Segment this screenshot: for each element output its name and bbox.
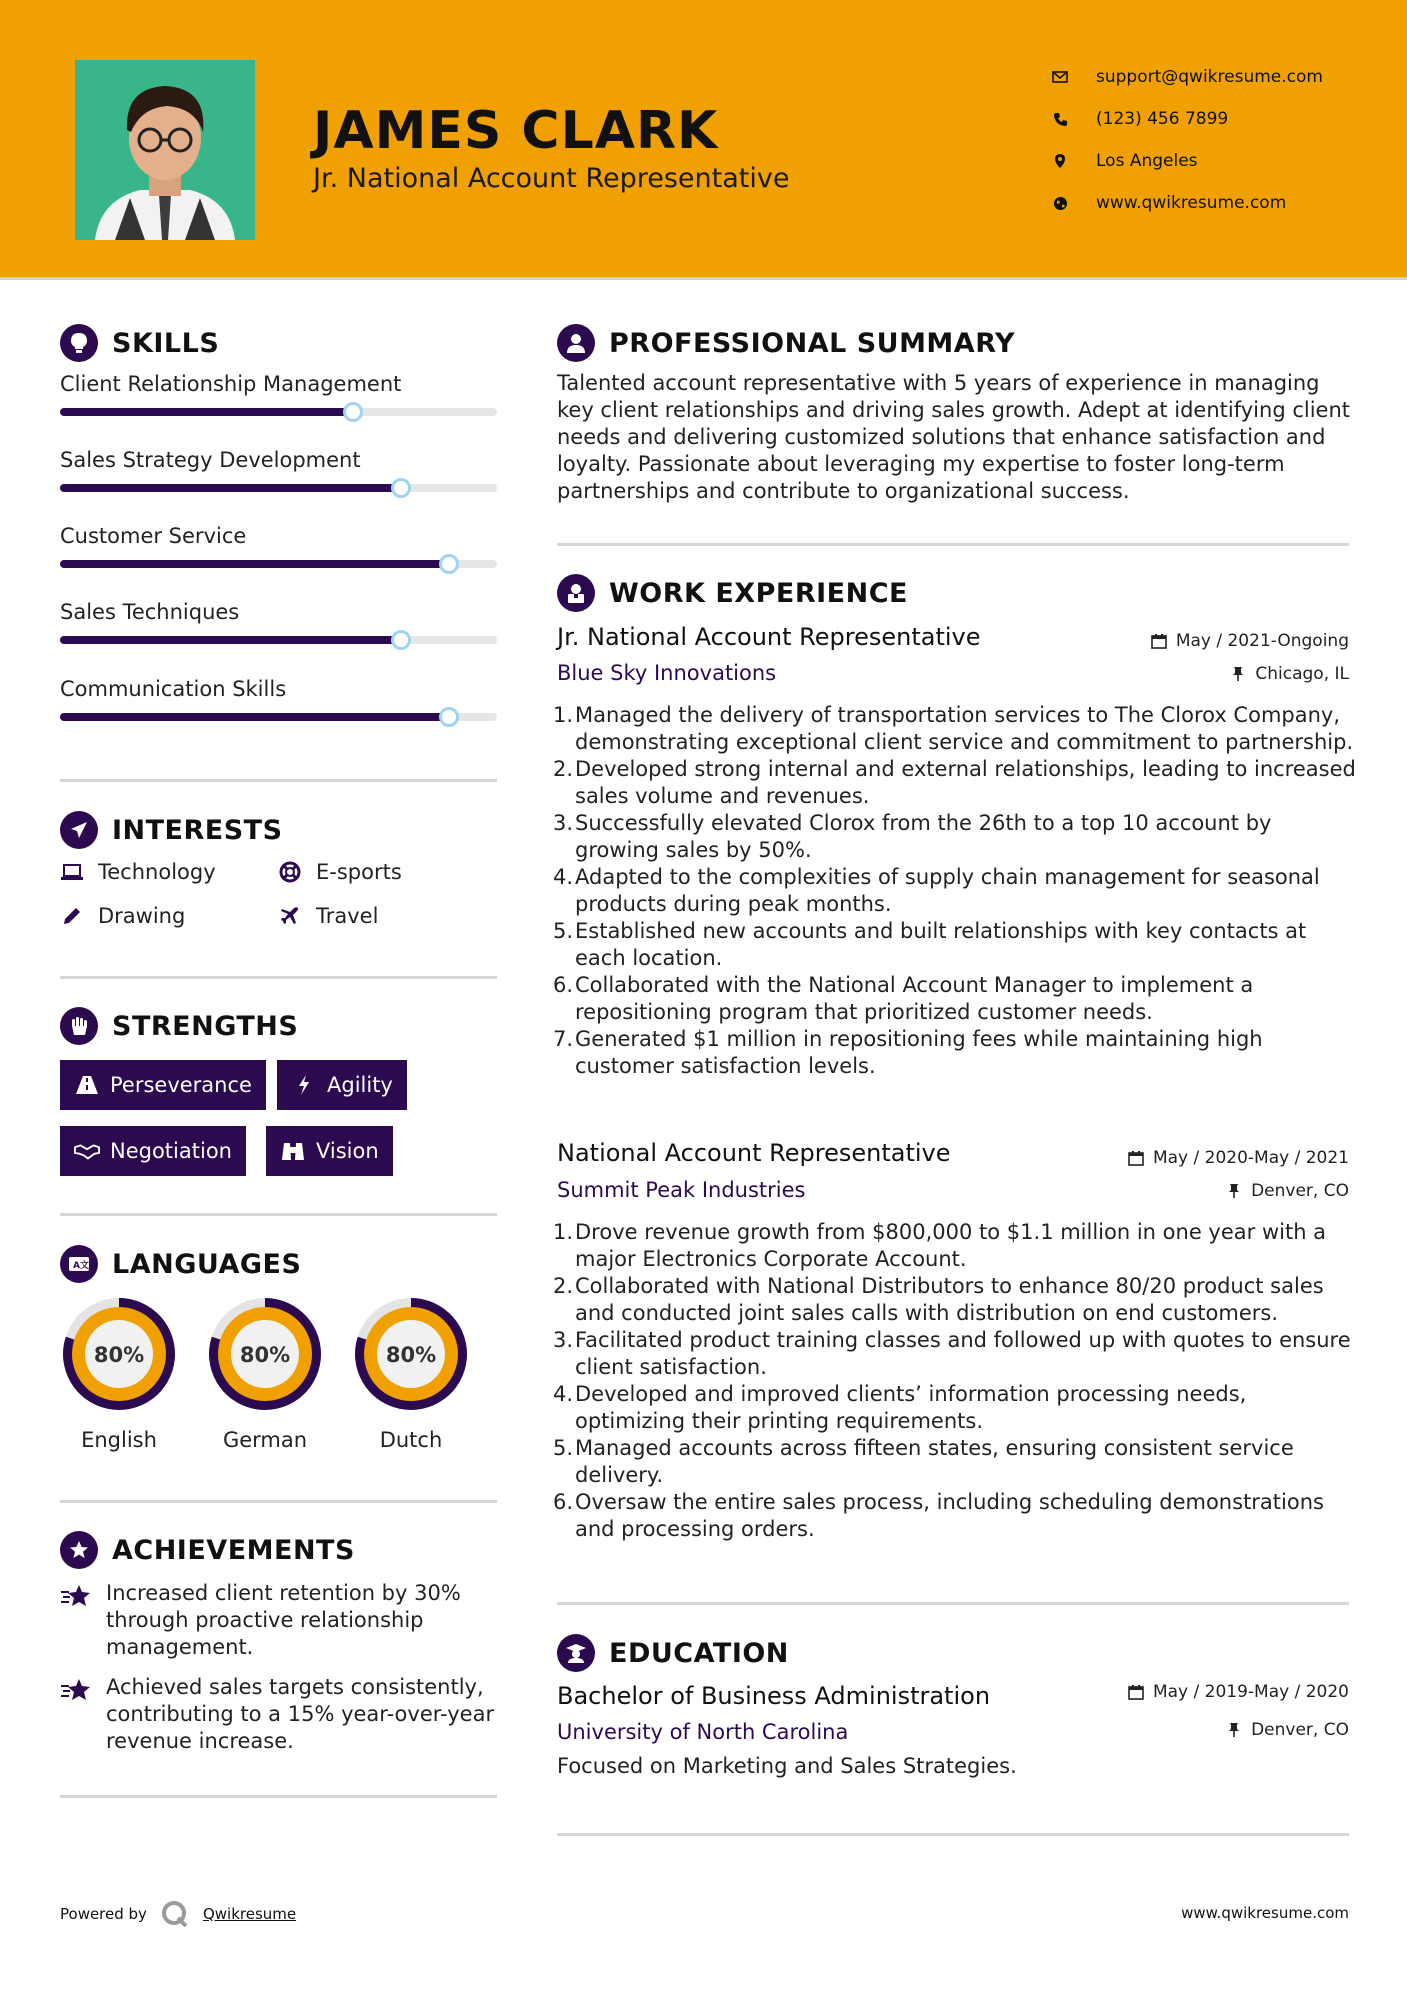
- duty-item: Developed and improved clients’ information processing needs, optimizing their printing requirements.: [575, 1382, 1247, 1433]
- job-title: Jr. National Account Representative: [557, 623, 981, 651]
- map-pin-icon: [1050, 151, 1070, 171]
- skill-bar: [60, 560, 497, 568]
- skill-label: Client Relationship Management: [60, 372, 402, 396]
- svg-text:80%: 80%: [239, 1343, 291, 1367]
- contact-location-text: Los Angeles: [1096, 151, 1198, 171]
- contact-website-text: www.qwikresume.com: [1096, 193, 1287, 213]
- skill-label: Customer Service: [60, 524, 247, 548]
- language-label: English: [81, 1428, 157, 1452]
- interest-item: Drawing: [60, 904, 185, 928]
- language-ring: [57, 1292, 181, 1416]
- duty-item: Collaborated with the National Account Manager to implement a repositioning program that prioritized customer needs.: [575, 973, 1254, 1024]
- contact-phone[interactable]: [1050, 98, 1380, 140]
- calendar-icon: [1127, 1683, 1145, 1701]
- qwikresume-link[interactable]: Qwikresume: [202, 1905, 297, 1923]
- footer-website[interactable]: www.qwikresume.com: [1181, 1904, 1349, 1922]
- language-item: [203, 1292, 327, 1452]
- candidate-title: Jr. National Account Representative: [313, 163, 790, 194]
- skill-bar: [60, 408, 497, 416]
- skill-bar: [60, 713, 497, 721]
- contact-email-text: support@qwikresume.com: [1096, 67, 1323, 87]
- job-duties: [557, 1219, 1357, 1543]
- duty-item: Successfully elevated Clorox from the 26th to a top 10 account by growing sales by 50%.: [575, 811, 1272, 862]
- pushpin-icon: [1225, 1182, 1243, 1200]
- skill-item: [60, 448, 497, 472]
- duty-item: Facilitated product training classes and followed up with quotes to ensure client satisfaction.: [575, 1328, 1351, 1379]
- job-title: National Account Representative: [557, 1139, 951, 1167]
- fist-icon: [60, 1007, 98, 1045]
- divider: [60, 779, 497, 782]
- skill-label: Sales Techniques: [60, 600, 240, 624]
- phone-icon: [1050, 109, 1070, 129]
- skill-item: [60, 524, 497, 548]
- interest-item: E-sports: [278, 860, 402, 884]
- strength-tag: Vision: [266, 1126, 393, 1176]
- divider: [557, 1833, 1349, 1836]
- language-item: [57, 1292, 181, 1452]
- user-icon: [557, 324, 595, 362]
- qwikresume-logo-icon: [161, 1900, 189, 1928]
- star-badge-icon: [60, 1531, 98, 1569]
- duty-item: Managed the delivery of transportation services to The Clorox Company, demonstrating exceptional client service and commitment to partnership.: [575, 703, 1354, 754]
- interest-item: Technology: [60, 860, 216, 884]
- skill-bar: [60, 636, 497, 644]
- language-icon: [60, 1245, 98, 1283]
- skill-label: Communication Skills: [60, 677, 287, 701]
- achievement-item: Increased client retention by 30% through proactive relationship management.: [60, 1580, 497, 1661]
- language-label: Dutch: [379, 1428, 443, 1452]
- education-heading: EDUCATION: [557, 1634, 789, 1672]
- skill-label: Sales Strategy Development: [60, 448, 361, 472]
- achievements-heading: ACHIEVEMENTS: [60, 1531, 355, 1569]
- profile-photo: [75, 60, 255, 240]
- strength-tag: Perseverance: [60, 1060, 266, 1110]
- briefcase-user-icon: [557, 574, 595, 612]
- job-location: Denver, CO: [1225, 1181, 1349, 1201]
- bolt-icon: [291, 1074, 317, 1096]
- skill-item: [60, 372, 497, 396]
- education-school: University of North Carolina: [557, 1720, 849, 1744]
- candidate-name: JAMES CLARK: [313, 101, 719, 161]
- divider: [60, 1213, 497, 1216]
- paper-plane-icon: [60, 811, 98, 849]
- divider: [557, 543, 1349, 546]
- education-degree: Bachelor of Business Administration: [557, 1682, 991, 1710]
- pushpin-icon: [1229, 665, 1247, 683]
- skills-heading: SKILLS: [60, 324, 219, 362]
- skill-bar: [60, 484, 497, 492]
- star-icon: [60, 1580, 94, 1661]
- job-company: Blue Sky Innovations: [557, 661, 777, 685]
- language-item: [349, 1292, 473, 1452]
- strength-tag: Negotiation: [60, 1126, 246, 1176]
- divider: [60, 1795, 497, 1798]
- job-dates: May / 2020-May / 2021: [1127, 1148, 1349, 1168]
- summary-text: Talented account representative with 5 years of experience in managing key client relationships and driving sales growth. Adept at identifying client needs and delivering customized solutions that enhance satisfaction and loyalty. Passionate about leveraging my expertise to foster long-term partnerships and contribute to organizational success.: [557, 371, 1351, 503]
- footer-branding: [60, 1900, 296, 1928]
- duty-item: Drove revenue growth from $800,000 to $1.1 million in one year with a major Electronics Corporate Account.: [575, 1220, 1327, 1271]
- interest-item: Travel: [278, 904, 378, 928]
- divider: [60, 976, 497, 979]
- duty-item: Developed strong internal and external relationships, leading to increased sales volume and revenues.: [575, 757, 1356, 808]
- skill-item: [60, 600, 497, 624]
- duty-item: Managed accounts across fifteen states, ensuring consistent service delivery.: [575, 1436, 1294, 1487]
- skill-item: [60, 677, 497, 701]
- education-location: Denver, CO: [1225, 1720, 1349, 1740]
- laptop-icon: [60, 861, 84, 883]
- contact-location: [1050, 140, 1380, 182]
- duty-item: Generated $1 million in repositioning fees while maintaining high customer satisfaction levels.: [575, 1027, 1263, 1078]
- job-dates: May / 2021-Ongoing: [1150, 631, 1349, 651]
- svg-text:80%: 80%: [385, 1343, 437, 1367]
- handshake-icon: [74, 1140, 100, 1162]
- contact-phone-text: (123) 456 7899: [1096, 109, 1229, 129]
- divider: [557, 1602, 1349, 1605]
- powered-by-label: Powered by: [60, 1905, 147, 1923]
- job-location: Chicago, IL: [1229, 664, 1349, 684]
- pushpin-icon: [1225, 1721, 1243, 1739]
- language-ring: [349, 1292, 473, 1416]
- education-dates: May / 2019-May / 2020: [1127, 1682, 1349, 1702]
- contact-website[interactable]: [1050, 182, 1380, 224]
- duty-item: Collaborated with National Distributors to enhance 80/20 product sales and conducted joint sales calls with distribution on end customers.: [575, 1274, 1324, 1325]
- header-divider: [0, 277, 1407, 280]
- duty-item: Established new accounts and built relationships with key contacts at each location.: [575, 919, 1307, 970]
- duty-item: Oversaw the entire sales process, including scheduling demonstrations and processing orders.: [575, 1490, 1324, 1541]
- globe-icon: [1050, 193, 1070, 213]
- graduate-icon: [557, 1634, 595, 1672]
- plane-icon: [278, 905, 302, 927]
- education-description: Focused on Marketing and Sales Strategies.: [557, 1754, 1017, 1778]
- language-label: German: [222, 1428, 308, 1452]
- experience-heading: WORK EXPERIENCE: [557, 574, 908, 612]
- calendar-icon: [1150, 632, 1168, 650]
- binoculars-icon: [280, 1140, 306, 1162]
- job-company: Summit Peak Industries: [557, 1178, 806, 1202]
- language-ring: [203, 1292, 327, 1416]
- contact-email[interactable]: [1050, 56, 1380, 98]
- summary-heading: PROFESSIONAL SUMMARY: [557, 324, 1015, 362]
- strength-tag: Agility: [277, 1060, 407, 1110]
- road-icon: [74, 1074, 100, 1096]
- achievement-item: Achieved sales targets consistently, contributing to a 15% year-over-year revenue increase.: [60, 1674, 497, 1755]
- svg-text:80%: 80%: [93, 1343, 145, 1367]
- pencil-icon: [60, 905, 84, 927]
- contact-list: [1050, 56, 1380, 224]
- duty-item: Adapted to the complexities of supply chain management for seasonal products during peak months.: [575, 865, 1320, 916]
- job-duties: [557, 702, 1357, 1080]
- interests-heading: INTERESTS: [60, 811, 283, 849]
- lightbulb-icon: [60, 324, 98, 362]
- star-icon: [60, 1674, 94, 1755]
- svg-text:A文: A文: [73, 1261, 89, 1271]
- envelope-icon: [1050, 67, 1070, 87]
- calendar-icon: [1127, 1149, 1145, 1167]
- strengths-heading: STRENGTHS: [60, 1007, 298, 1045]
- languages-heading: A文 LANGUAGES: [60, 1245, 301, 1283]
- lifebuoy-icon: [278, 861, 302, 883]
- divider: [60, 1500, 497, 1503]
